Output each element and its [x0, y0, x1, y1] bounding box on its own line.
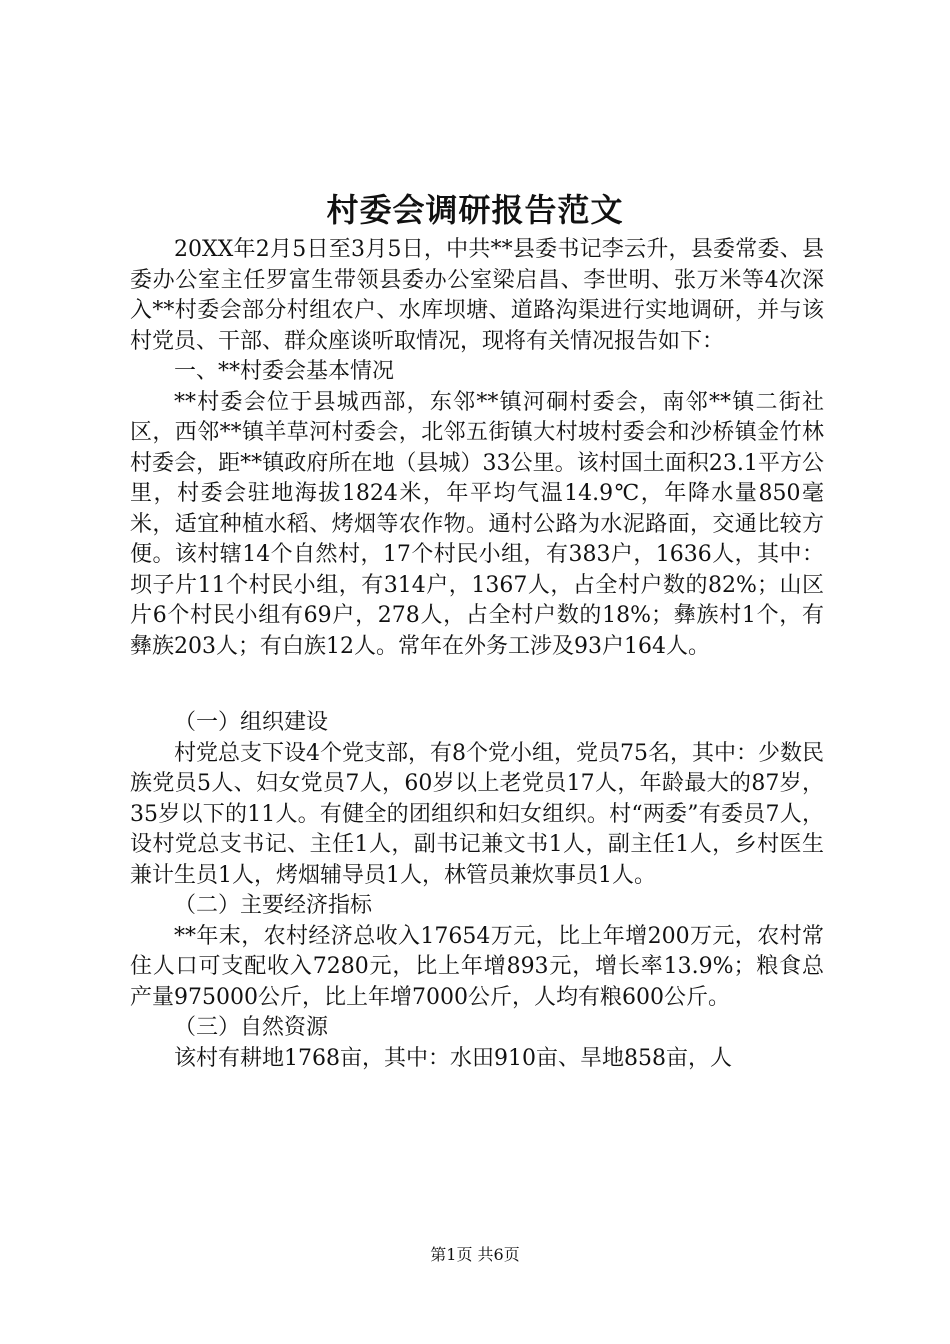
document-body	[130, 235, 824, 1074]
section-heading-resources: （三）自然资源	[174, 1015, 329, 1040]
section-heading-basic-info: 一、**村委会基本情况	[174, 359, 395, 384]
economy-paragraph: **年末，农村经济总收入17654万元，比上年增200万元，农村常住人口可支配收入7280元，比上年增893元，增长率13.9%；粮食总产量975000公斤，比上年增7000公斤，人均有粮600公斤。	[130, 923, 824, 1010]
basic-info-paragraph: **村委会位于县城西部，东邻**镇河硐村委会，南邻**镇二街社区，西邻**镇羊草河村委会，北邻五街镇大村坡村委会和沙桥镇金竹林村委会，距**镇政府所在地（县城）33公里。该村国土面积23.1平方公里，村委会驻地海拔1824米，年平均气温14.9℃，年降水量850毫米，适宜种植水稻、烤烟等农作物。通村公路为水泥路面，交通比较方便。该村辖14个自然村，17个村民小组，有383户，1636人，其中：坝子片11个村民小组，有314户，1367人，占全村户数的82%；山区片6个村民小组有69户，278人，占全村户数的18%；彝族村1个，有彝族203人；有白族12人。常年在外务工涉及93户164人。	[130, 389, 824, 659]
page-footer: 第1页 共6页	[430, 1245, 520, 1264]
resources-paragraph: 该村有耕地1768亩，其中：水田910亩、旱地858亩，人	[174, 1045, 732, 1071]
section-heading-organization: （一）组织建设	[174, 710, 329, 735]
paragraph-spacer	[130, 662, 824, 708]
organization-paragraph: 村党总支下设4个党支部，有8个党小组，党员75名，其中：少数民族党员5人、妇女党员7人，60岁以上老党员17人，年龄最大的87岁，35岁以下的11人。有健全的团组织和妇女组织。村“两委”有委员7人，设村党总支书记、主任1人，副书记兼文书1人，副主任1人，乡村医生兼计生员1人，烤烟辅导员1人，林管员兼炊事员1人。	[130, 740, 824, 888]
intro-paragraph: 20XX年2月5日至3月5日，中共**县委书记李云升，县委常委、县委办公室主任罗富生带领县委办公室梁启昌、李世明、张万米等4次深入**村委会部分村组农户、水库坝塘、道路沟渠进行实地调研，并与该村党员、干部、群众座谈听取情况，现将有关情况报告如下：	[130, 237, 824, 354]
section-heading-economy: （二）主要经济指标	[174, 893, 373, 918]
document-title: 村委会调研报告范文	[326, 191, 624, 229]
